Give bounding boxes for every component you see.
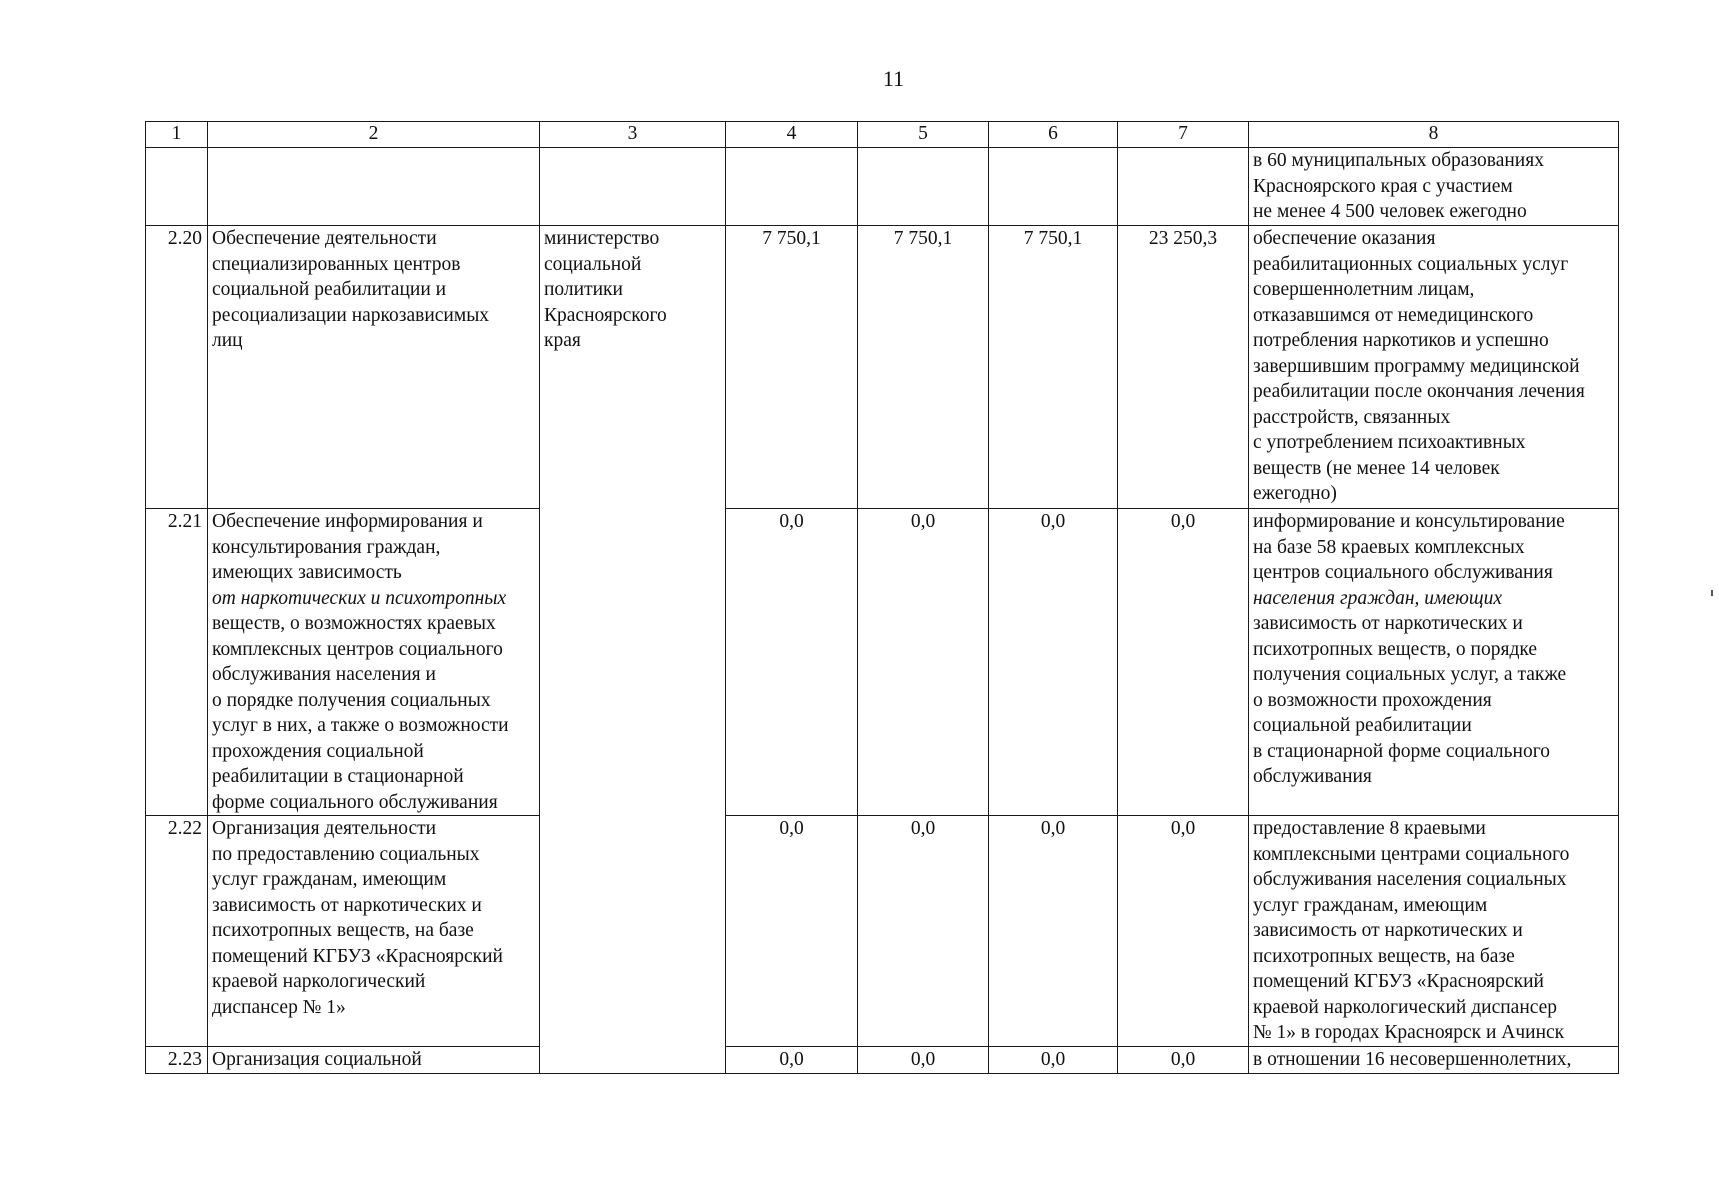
activity-name: Организация социальной bbox=[208, 1047, 540, 1074]
continuation-total bbox=[1118, 148, 1249, 226]
table-row-continuation bbox=[146, 148, 1619, 226]
table-row bbox=[146, 816, 1619, 1047]
continuation-result: в 60 муниципальных образованиях Красноярского края с участием не менее 4 500 человек ежегодно bbox=[1249, 148, 1619, 226]
amount-year-3: 0,0 bbox=[989, 509, 1118, 816]
row-number: 2.22 bbox=[146, 816, 208, 1047]
amount-year-2: 0,0 bbox=[858, 509, 989, 816]
header-col-8: 8 bbox=[1249, 122, 1619, 148]
continuation-num bbox=[146, 148, 208, 226]
header-col-2: 2 bbox=[208, 122, 540, 148]
continuation-y2 bbox=[858, 148, 989, 226]
table-row bbox=[146, 226, 1619, 509]
amount-total: 23 250,3 bbox=[1118, 226, 1249, 509]
continuation-responsible bbox=[540, 148, 726, 226]
expected-result-part: зависимость от наркотических и психотропных веществ, о порядке получения социальных услуг, а также о возможности прохождения социальной реабилитации в стационарной форме социального обслуживания bbox=[1253, 613, 1567, 787]
header-row bbox=[146, 122, 1619, 148]
amount-year-3: 0,0 bbox=[989, 816, 1118, 1047]
amount-total: 0,0 bbox=[1118, 1047, 1249, 1074]
header-col-7: 7 bbox=[1118, 122, 1249, 148]
expected-result: обеспечение оказания реабилитационных социальных услуг совершеннолетним лицам, отказавшимся от немедицинского потребления наркотиков и успешно завершившим программу медицинской реабилитации после окончания лечения расстройств, связанных с употреблением психоактивных веществ (не менее 14 человек ежегодно) bbox=[1249, 226, 1619, 509]
activity-name-part: веществ, о возможностях краевых комплексных центров социального обслуживания населения и о порядке получения социальных услуг в них, а также о возможности прохождения социальной реабилитации в стационарной форме социального обслуживания bbox=[212, 613, 509, 813]
amount-year-2: 0,0 bbox=[858, 1047, 989, 1074]
expected-result: в отношении 16 несовершеннолетних, bbox=[1249, 1047, 1619, 1074]
header-col-5: 5 bbox=[858, 122, 989, 148]
amount-year-2: 7 750,1 bbox=[858, 226, 989, 509]
amount-year-1: 7 750,1 bbox=[726, 226, 858, 509]
row-number: 2.21 bbox=[146, 509, 208, 816]
continuation-name bbox=[208, 148, 540, 226]
amount-total: 0,0 bbox=[1118, 816, 1249, 1047]
page-number: 11 bbox=[882, 66, 905, 91]
table-row bbox=[146, 509, 1619, 816]
expected-result: предоставление 8 краевыми комплексными центрами социального обслуживания населения социальных услуг гражданам, имеющим зависимость от наркотических и психотропных веществ, на базе помещений КГБУЗ «Красноярский краевой наркологический диспансер № 1» в городах Красноярск и Ачинск bbox=[1249, 816, 1619, 1047]
activity-name: Организация деятельности по предоставлению социальных услуг гражданам, имеющим зависимость от наркотических и психотропных веществ, на базе помещений КГБУЗ «Красноярский краевой наркологический диспансер № 1» bbox=[208, 816, 540, 1047]
activity-name-italic: от наркотических и психотропных bbox=[212, 587, 507, 609]
amount-year-3: 0,0 bbox=[989, 1047, 1118, 1074]
responsible-executor: министерство социальной политики Красноярского края bbox=[540, 226, 726, 1074]
amount-year-1: 0,0 bbox=[726, 509, 858, 816]
continuation-y3 bbox=[989, 148, 1118, 226]
header-col-6: 6 bbox=[989, 122, 1118, 148]
row-number: 2.23 bbox=[146, 1047, 208, 1074]
header-col-4: 4 bbox=[726, 122, 858, 148]
expected-result-part: информирование и консультирование на базе 58 краевых комплексных центров социального обслуживания bbox=[1253, 511, 1565, 583]
table-row bbox=[146, 1047, 1619, 1074]
activity-name bbox=[208, 509, 540, 816]
activity-name: Обеспечение деятельности специализированных центров социальной реабилитации и ресоциализации наркозависимых лиц bbox=[208, 226, 540, 509]
header-col-1: 1 bbox=[146, 122, 208, 148]
activity-name-part: Обеспечение информирования и консультирования граждан, имеющих зависимость bbox=[212, 511, 483, 583]
expected-result bbox=[1249, 509, 1619, 816]
amount-year-2: 0,0 bbox=[858, 816, 989, 1047]
amount-year-1: 0,0 bbox=[726, 816, 858, 1047]
expected-result-italic: населения граждан, имеющих bbox=[1253, 587, 1503, 609]
amount-total: 0,0 bbox=[1118, 509, 1249, 816]
program-activities-table bbox=[145, 121, 1619, 1074]
amount-year-3: 7 750,1 bbox=[989, 226, 1118, 509]
amount-year-1: 0,0 bbox=[726, 1047, 858, 1074]
row-number: 2.20 bbox=[146, 226, 208, 509]
scan-margin-mark bbox=[1711, 590, 1713, 596]
header-col-3: 3 bbox=[540, 122, 726, 148]
continuation-y1 bbox=[726, 148, 858, 226]
